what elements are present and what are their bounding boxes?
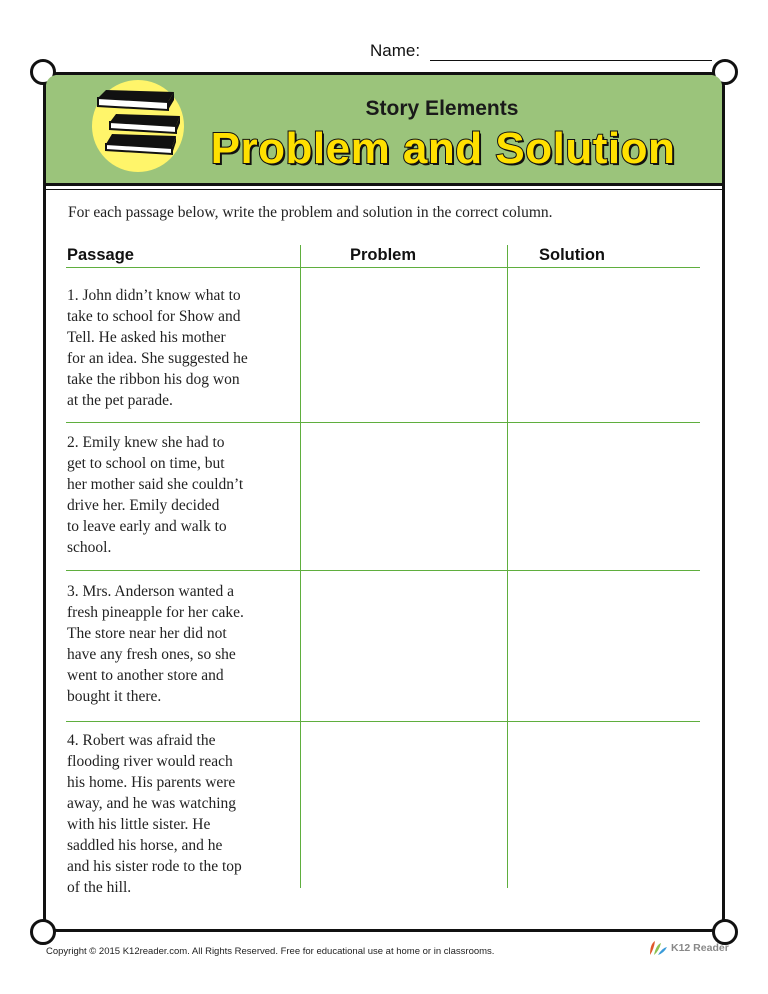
instructions: For each passage below, write the problem and solution in the correct column. bbox=[68, 204, 553, 221]
logo-text: K12 Reader bbox=[671, 942, 729, 954]
name-label: Name: bbox=[370, 41, 421, 60]
passage-line: have any fresh ones, so she bbox=[67, 646, 236, 663]
column-header-passage: Passage bbox=[67, 246, 134, 264]
passage-line: take to school for Show and bbox=[67, 308, 241, 325]
passage-line: of the hill. bbox=[67, 879, 132, 896]
row-divider bbox=[66, 422, 700, 423]
passage-line: her mother said she couldn’t bbox=[67, 476, 244, 493]
banner-underline bbox=[46, 189, 722, 190]
passage-line: bought it there. bbox=[67, 688, 162, 705]
frame-corner-bottom-left bbox=[30, 919, 56, 945]
column-header-solution: Solution bbox=[539, 246, 605, 264]
copyright-notice: Copyright © 2015 K12reader.com. All Rights Reserved. Free for educational use at home or in classrooms. bbox=[46, 946, 495, 957]
passage-line: saddled his horse, and he bbox=[67, 837, 223, 854]
leaf-icon bbox=[648, 940, 668, 956]
passage-line: take the ribbon his dog won bbox=[67, 371, 240, 388]
passage-line: 2. Emily knew she had to bbox=[67, 434, 225, 451]
passage-line: get to school on time, but bbox=[67, 455, 225, 472]
passage-line: Tell. He asked his mother bbox=[67, 329, 226, 346]
passage-3 bbox=[67, 581, 277, 707]
books-icon bbox=[92, 80, 184, 172]
passage-line: at the pet parade. bbox=[67, 392, 173, 409]
passage-line: 3. Mrs. Anderson wanted a bbox=[67, 583, 235, 600]
passage-line: went to another store and bbox=[67, 667, 224, 684]
column-divider bbox=[300, 245, 301, 888]
worksheet-subtitle: Story Elements bbox=[365, 97, 519, 120]
passage-line: his home. His parents were bbox=[67, 774, 236, 791]
passage-line: away, and he was watching bbox=[67, 795, 237, 812]
passage-line: drive her. Emily decided bbox=[67, 497, 220, 514]
passage-line: flooding river would reach bbox=[67, 753, 233, 770]
k12-reader-logo bbox=[648, 940, 729, 956]
solution-answer-area-3[interactable] bbox=[509, 572, 700, 720]
passage-line: fresh pineapple for her cake. bbox=[67, 604, 244, 621]
problem-answer-area-1[interactable] bbox=[302, 269, 506, 421]
passage-line: 1. John didn’t know what to bbox=[67, 287, 241, 304]
worksheet-title: Problem and Solution bbox=[210, 124, 676, 173]
solution-answer-area-1[interactable] bbox=[509, 269, 700, 421]
passage-line: to leave early and walk to bbox=[67, 518, 227, 535]
solution-answer-area-2[interactable] bbox=[509, 424, 700, 569]
passage-line: 4. Robert was afraid the bbox=[67, 732, 216, 749]
solution-answer-area-4[interactable] bbox=[509, 723, 700, 888]
passage-line: The store near her did not bbox=[67, 625, 227, 642]
passage-1 bbox=[67, 285, 277, 411]
problem-answer-area-4[interactable] bbox=[302, 723, 506, 888]
name-blank-line[interactable] bbox=[430, 60, 712, 61]
passage-line: and his sister rode to the top bbox=[67, 858, 242, 875]
column-divider bbox=[507, 245, 508, 888]
passage-line: for an idea. She suggested he bbox=[67, 350, 248, 367]
table-header-rule bbox=[66, 267, 700, 268]
passage-2 bbox=[67, 432, 277, 558]
passage-line: school. bbox=[67, 539, 112, 556]
passage-line: with his little sister. He bbox=[67, 816, 211, 833]
column-header-problem: Problem bbox=[350, 246, 417, 264]
row-divider bbox=[66, 570, 700, 571]
row-divider bbox=[66, 721, 700, 722]
problem-answer-area-3[interactable] bbox=[302, 572, 506, 720]
problem-answer-area-2[interactable] bbox=[302, 424, 506, 569]
passage-4 bbox=[67, 730, 277, 898]
